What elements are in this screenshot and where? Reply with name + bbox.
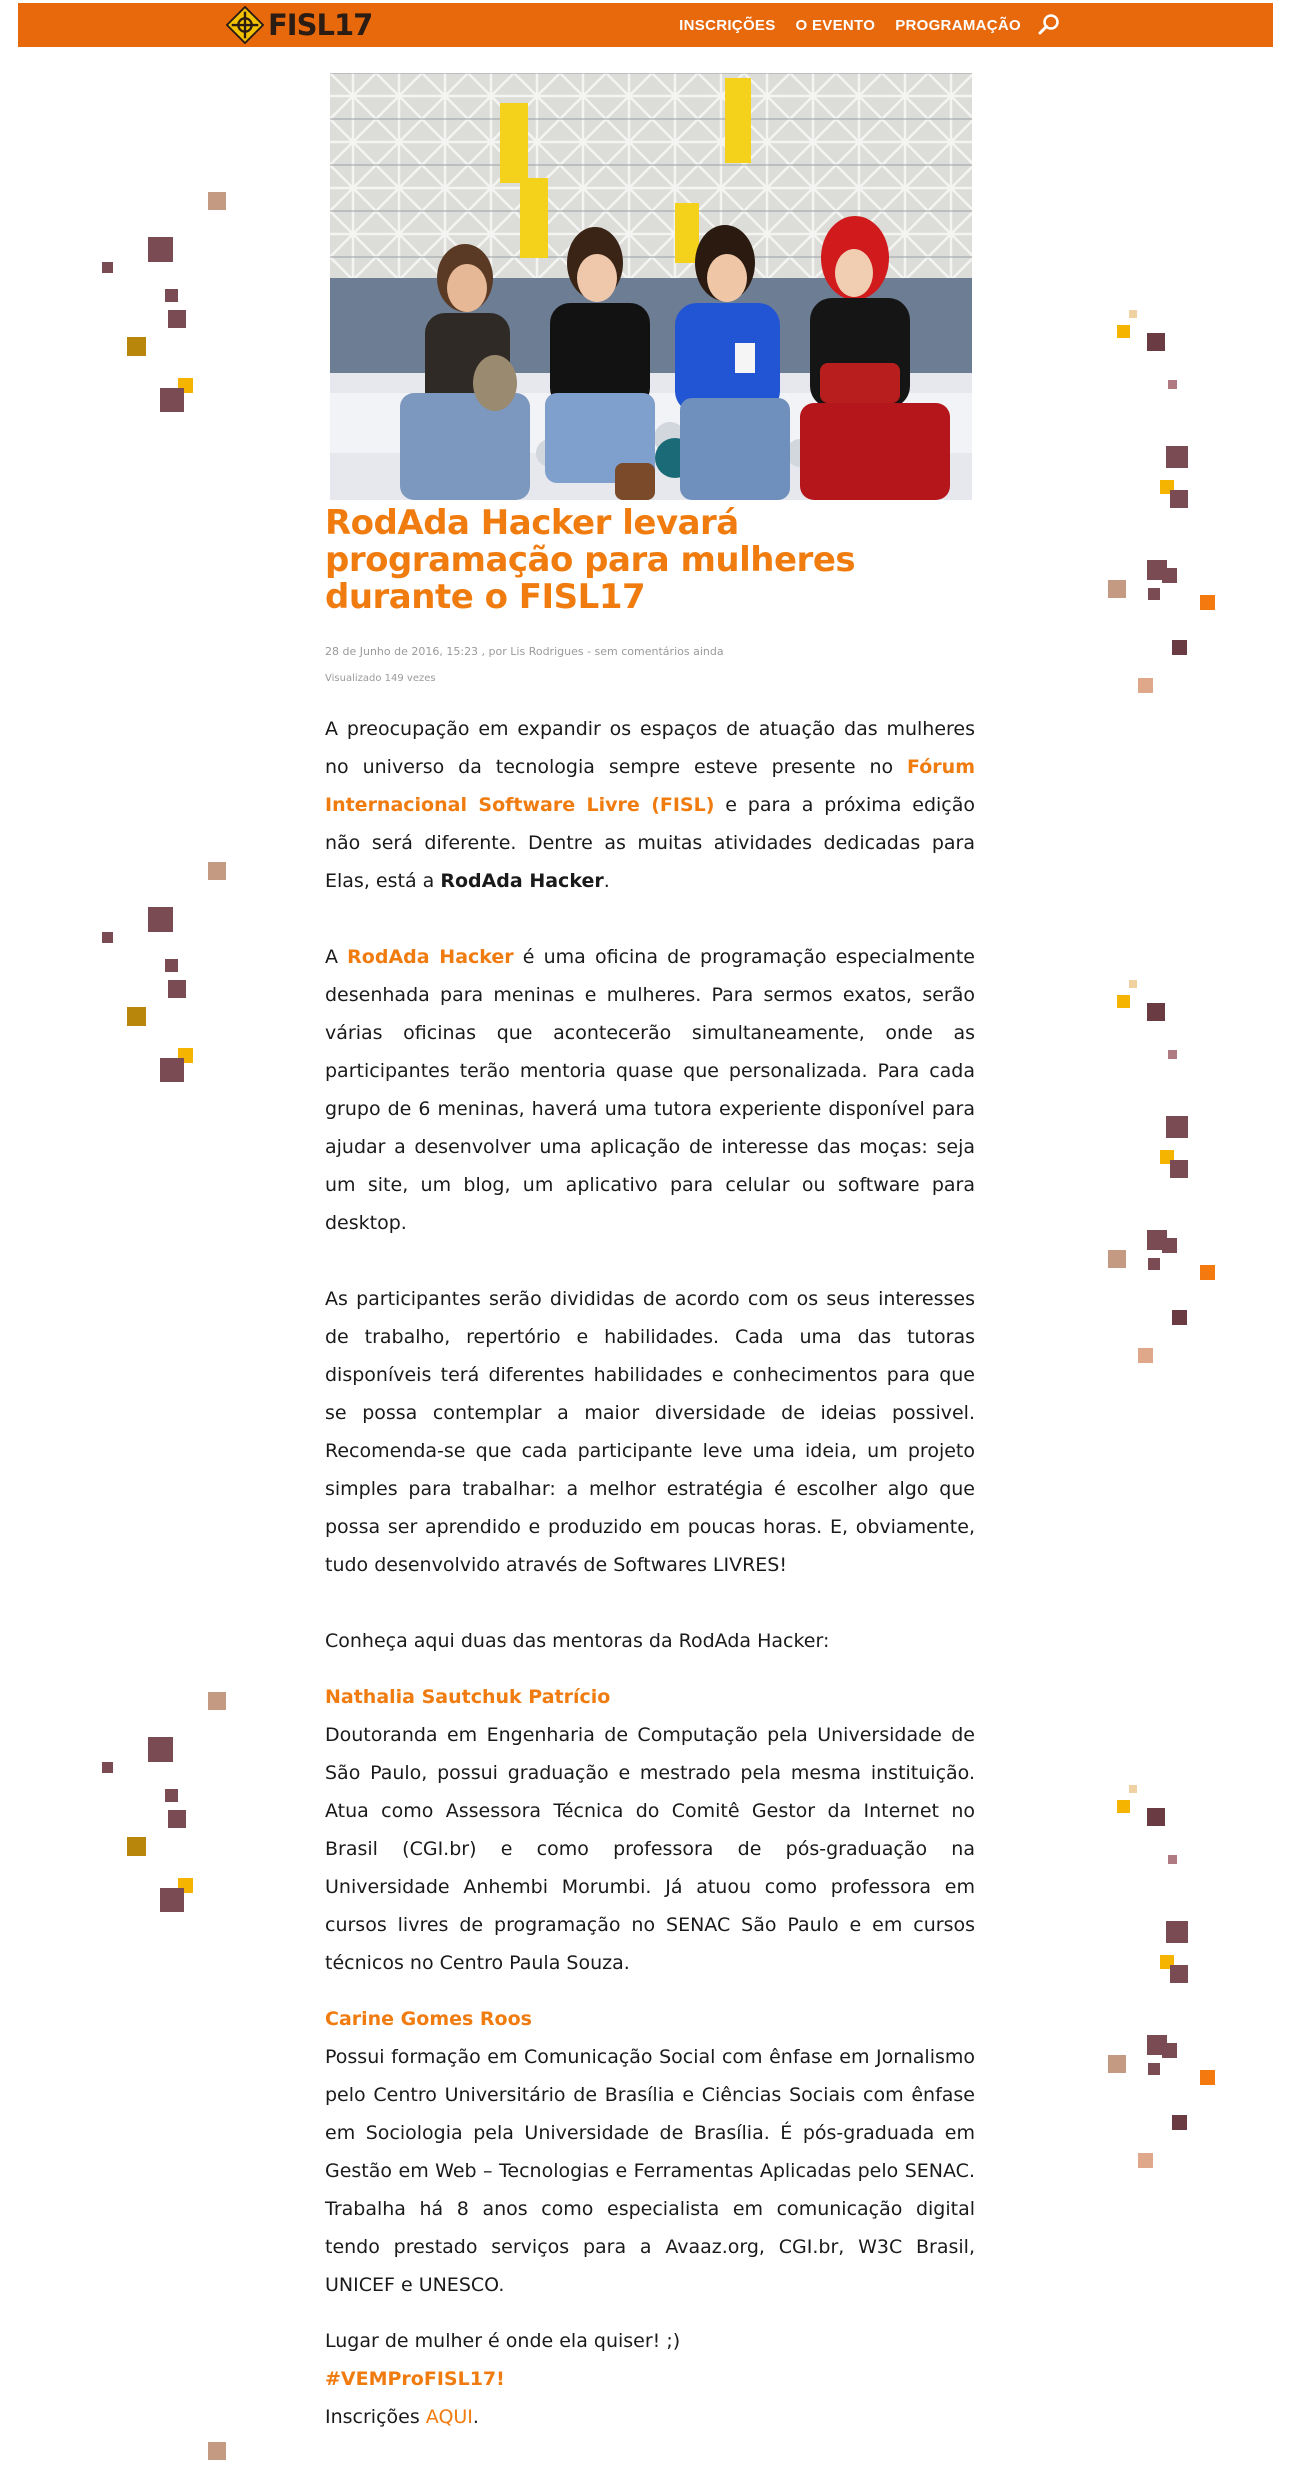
decorative-pixel-left-3 <box>165 289 178 302</box>
decorative-pixel-left-8 <box>208 862 226 880</box>
decorative-pixel-right-36 <box>1200 595 1215 610</box>
decorative-pixel-right-66 <box>1138 2153 1153 2168</box>
decorative-pixel-right-49 <box>1108 1250 1126 1268</box>
decorative-pixel-left-23 <box>160 1888 184 1912</box>
mentor-2-bio: Possui formação em Comunicação Social com ênfase em Jornalismo pelo Centro Universitário de Brasília e Ciências Sociais com ênfase em Sociologia pela Universidade de Brasília. É pós-graduada em Gestão em Web – Tecnologias e Ferramentas Aplicadas pelo SENAC. Trabalha há 8 anos como especialista em comunicação digital tendo prestado serviços para a Avaaz.org, CGI.br, W3C Brasil, UNICEF e UNESCO. <box>325 2046 975 2296</box>
decorative-pixel-left-16 <box>208 1692 226 1710</box>
nav-o-evento[interactable]: O EVENTO <box>795 16 876 34</box>
p1-text-a: A preocupação em expandir os espaços de atuação das mulheres no universo da tecnologia sempre esteve presente no <box>325 718 975 778</box>
decorative-pixel-left-7 <box>160 388 184 412</box>
decorative-pixel-left-18 <box>102 1762 113 1773</box>
main-nav <box>659 3 1061 47</box>
decorative-pixel-right-52 <box>1138 1348 1153 1363</box>
p2-text-a: A <box>325 946 348 968</box>
decorative-pixel-left-2 <box>102 262 113 273</box>
decorative-pixel-right-40 <box>1117 995 1130 1008</box>
spacer <box>325 1660 975 1678</box>
post-title-line-2: programação para mulheres <box>325 540 856 580</box>
fisl-logo-icon <box>226 6 264 44</box>
decorative-pixel-right-26 <box>1117 325 1130 338</box>
decorative-pixel-right-51 <box>1172 1310 1187 1325</box>
hero-photo <box>330 73 972 500</box>
decorative-pixel-left-24 <box>208 2442 226 2460</box>
decorative-pixel-left-11 <box>165 959 178 972</box>
decorative-pixel-right-41 <box>1147 1003 1165 1021</box>
decorative-pixel-right-62 <box>1148 2063 1160 2075</box>
decorative-pixel-right-45 <box>1170 1160 1188 1178</box>
decorative-pixel-left-17 <box>148 1737 173 1762</box>
post-title-line-1: RodAda Hacker levará <box>325 503 739 543</box>
decorative-pixel-left-19 <box>165 1789 178 1802</box>
decorative-pixel-right-61 <box>1162 2043 1177 2058</box>
decorative-pixel-left-21 <box>127 1837 146 1856</box>
hashtag: #VEMProFISL17! <box>325 2368 505 2390</box>
fisl-link[interactable]: Fórum Internacional Software Livre (FISL) <box>325 756 975 816</box>
decorative-pixel-right-39 <box>1129 980 1137 988</box>
decorative-pixel-left-20 <box>168 1810 186 1828</box>
decorative-pixel-right-43 <box>1166 1116 1188 1138</box>
closing-line-3 <box>325 2398 975 2436</box>
paragraph-intro <box>325 710 975 900</box>
decorative-pixel-right-34 <box>1148 588 1160 600</box>
post-view-count: Visualizado 149 vezes <box>325 673 436 684</box>
decorative-pixel-left-12 <box>168 980 186 998</box>
decorative-pixel-right-37 <box>1172 640 1187 655</box>
decorative-pixel-right-31 <box>1170 490 1188 508</box>
mentor-1-bio: Doutoranda em Engenharia de Computação pela Universidade de São Paulo, possui graduação e mestrado pela mesma instituição. Atua como Assessora Técnica do Comitê Gestor da Internet no Brasil (CGI.br) e como professora de pós-graduação na Universidade Anhembi Morumbi. Já atuou como professora em cursos livres de programação no SENAC São Paulo e em cursos técnicos no Centro Paula Souza. <box>325 1724 975 1974</box>
decorative-pixel-right-38 <box>1138 678 1153 693</box>
decorative-pixel-left-15 <box>160 1058 184 1082</box>
spacer <box>325 900 975 938</box>
paragraph-about-rodada <box>325 938 975 1242</box>
spacer <box>325 1982 975 2000</box>
brand-name: FISL17 <box>268 8 373 42</box>
spacer <box>325 1584 975 1622</box>
site-logo[interactable] <box>226 3 372 47</box>
p2-text-b: é uma oficina de programação especialmente desenhada para meninas e mulheres. Para sermos exatos, serão várias oficinas que acontecerão simultaneamente, onde as participantes terão mentoria quase que personalizada. Para cada grupo de 6 meninas, haverá uma tutora experiente disponível para ajudar a desenvolver uma aplicação de interesse das moças: seja um site, um blog, um aplicativo para celular ou software para desktop. <box>325 946 975 1234</box>
closing3-end: . <box>472 2406 479 2428</box>
search-icon[interactable] <box>1037 13 1061 37</box>
spacer <box>325 1242 975 1280</box>
photo-women-at-event <box>330 73 972 500</box>
decorative-pixel-right-59 <box>1170 1965 1188 1983</box>
decorative-pixel-right-50 <box>1200 1265 1215 1280</box>
decorative-pixel-right-33 <box>1162 568 1177 583</box>
decorative-pixel-right-42 <box>1168 1050 1177 1059</box>
paragraph-mentors-intro: Conheça aqui duas das mentoras da RodAda Hacker: <box>325 1630 830 1652</box>
post-meta: 28 de Junho de 2016, 15:23 , por Lis Rodrigues - sem comentários ainda <box>325 645 724 658</box>
decorative-pixel-left-13 <box>127 1007 146 1026</box>
decorative-pixel-left-0 <box>208 192 226 210</box>
decorative-pixel-right-27 <box>1147 333 1165 351</box>
decorative-pixel-left-5 <box>127 337 146 356</box>
rodada-hacker-link[interactable]: RodAda Hacker <box>347 946 514 968</box>
decorative-pixel-right-63 <box>1108 2055 1126 2073</box>
post-title <box>325 505 925 616</box>
mentor-1-name: Nathalia Sautchuk Patrício <box>325 1686 611 1708</box>
decorative-pixel-right-35 <box>1108 580 1126 598</box>
p1-text-c: . <box>603 870 610 892</box>
decorative-pixel-right-54 <box>1117 1800 1130 1813</box>
closing-line-1: Lugar de mulher é onde ela quiser! ;) <box>325 2330 681 2352</box>
decorative-pixel-right-47 <box>1162 1238 1177 1253</box>
paragraph-participants: As participantes serão divididas de acordo com os seus interesses de trabalho, repertório e habilidades. Cada uma das tutoras disponíveis terá diferentes habilidades e conhecimentos para que se possa contemplar a maior diversidade de ideias possivel. Recomenda-se que cada participante leve uma ideia, um projeto simples para trabalhar: a melhor estratégia é escolher algo que possa ser aprendido e produzido em poucas horas. E, obviamente, tudo desenvolvido através de Softwares LIVRES! <box>325 1288 975 1576</box>
rodada-hacker-strong: RodAda Hacker <box>440 870 604 892</box>
decorative-pixel-right-64 <box>1200 2070 1215 2085</box>
decorative-pixel-right-28 <box>1168 380 1177 389</box>
nav-programacao[interactable]: PROGRAMAÇÃO <box>895 16 1021 34</box>
nav-inscricoes[interactable]: INSCRIÇÕES <box>679 16 776 34</box>
decorative-pixel-right-55 <box>1147 1808 1165 1826</box>
decorative-pixel-right-57 <box>1166 1921 1188 1943</box>
post-body <box>325 710 975 2436</box>
mentor-2-name: Carine Gomes Roos <box>325 2008 532 2030</box>
decorative-pixel-left-9 <box>148 907 173 932</box>
decorative-pixel-right-25 <box>1129 310 1137 318</box>
p1-text-b: e para a próxima edição não será diferente. Dentre as muitas atividades dedicadas para Elas, está a <box>325 794 976 892</box>
signup-link[interactable]: AQUI <box>425 2406 473 2428</box>
decorative-pixel-right-65 <box>1172 2115 1187 2130</box>
spacer <box>325 2304 975 2322</box>
decorative-pixel-right-48 <box>1148 1258 1160 1270</box>
decorative-pixel-left-1 <box>148 237 173 262</box>
decorative-pixel-right-29 <box>1166 446 1188 468</box>
decorative-pixel-right-56 <box>1168 1855 1177 1864</box>
post-title-line-3: durante o FISL17 <box>325 577 646 617</box>
decorative-pixel-left-4 <box>168 310 186 328</box>
decorative-pixel-left-10 <box>102 932 113 943</box>
top-navbar <box>18 3 1273 47</box>
closing3-text: Inscrições <box>325 2406 426 2428</box>
decorative-pixel-right-53 <box>1129 1785 1137 1793</box>
